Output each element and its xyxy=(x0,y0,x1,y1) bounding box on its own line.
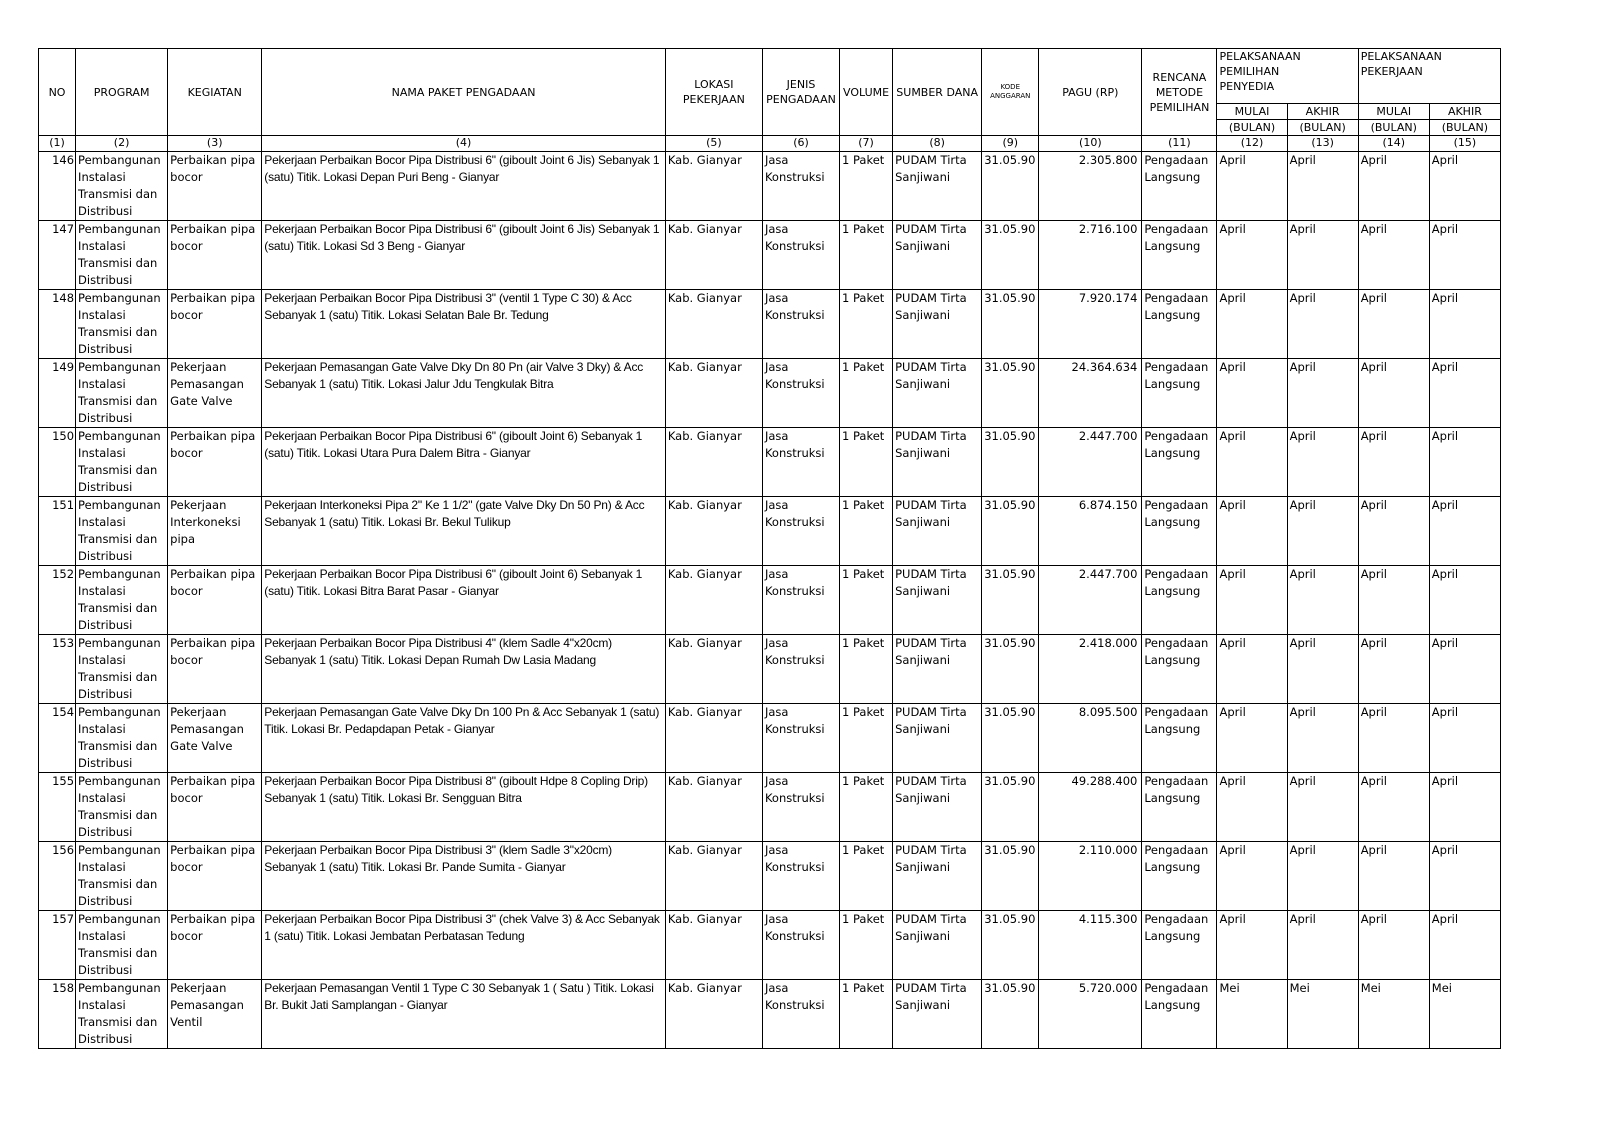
cell-pemilihan-akhir: April xyxy=(1287,290,1358,359)
cell-pekerjaan-mulai: April xyxy=(1358,911,1429,980)
cell-nama-paket: Pekerjaan Perbaikan Bocor Pipa Distribusi 6" (giboult Joint 6) Sebanyak 1 (satu) Titik. Lokasi Bitra Barat Pasar - Gianyar xyxy=(262,566,666,635)
cell-pagu: 2.716.100 xyxy=(1039,221,1142,290)
column-number: (8) xyxy=(893,136,982,152)
cell-jenis: Jasa Konstruksi xyxy=(762,980,839,1049)
cell-no: 154 xyxy=(39,704,76,773)
cell-program: Pembangunan Instalasi Transmisi dan Distribusi xyxy=(76,980,168,1049)
cell-pagu: 8.095.500 xyxy=(1039,704,1142,773)
column-number: (3) xyxy=(168,136,262,152)
cell-no: 157 xyxy=(39,911,76,980)
cell-sumber-dana: PUDAM Tirta Sanjiwani xyxy=(893,704,982,773)
cell-pemilihan-akhir: April xyxy=(1287,635,1358,704)
cell-lokasi: Kab. Gianyar xyxy=(665,773,762,842)
cell-volume: 1 Paket xyxy=(840,221,893,290)
cell-pekerjaan-mulai: April xyxy=(1358,497,1429,566)
cell-jenis: Jasa Konstruksi xyxy=(762,497,839,566)
cell-sumber-dana: PUDAM Tirta Sanjiwani xyxy=(893,980,982,1049)
cell-pemilihan-mulai: April xyxy=(1217,428,1287,497)
cell-program: Pembangunan Instalasi Transmisi dan Distribusi xyxy=(76,152,168,221)
cell-program: Pembangunan Instalasi Transmisi dan Distribusi xyxy=(76,842,168,911)
cell-pemilihan-mulai: April xyxy=(1217,635,1287,704)
cell-pekerjaan-mulai: April xyxy=(1358,566,1429,635)
cell-metode: Pengadaan Langsung xyxy=(1142,221,1217,290)
cell-kode-anggaran: 31.05.90 xyxy=(982,566,1039,635)
column-number: (12) xyxy=(1217,136,1287,152)
column-number: (2) xyxy=(76,136,168,152)
header-no: NO xyxy=(39,49,76,136)
header-pemilihan-line3: PENYEDIA xyxy=(1219,80,1275,93)
cell-nama-paket: Pekerjaan Perbaikan Bocor Pipa Distribusi 6" (giboult Joint 6 Jis) Sebanyak 1 (satu) Titik. Lokasi Sd 3 Beng - Gianyar xyxy=(262,221,666,290)
cell-nama-paket: Pekerjaan Perbaikan Bocor Pipa Distribusi 3" (klem Sadle 3"x20cm) Sebanyak 1 (satu) Titik. Lokasi Br. Pande Sumita - Gianyar xyxy=(262,842,666,911)
column-number: (10) xyxy=(1039,136,1142,152)
cell-sumber-dana: PUDAM Tirta Sanjiwani xyxy=(893,359,982,428)
cell-nama-paket: Pekerjaan Perbaikan Bocor Pipa Distribusi 4" (klem Sadle 4"x20cm) Sebanyak 1 (satu) Titik. Lokasi Depan Rumah Dw Lasia Madang xyxy=(262,635,666,704)
header-rencana-line3: PEMILIHAN xyxy=(1149,100,1210,114)
cell-pekerjaan-mulai: April xyxy=(1358,842,1429,911)
cell-pemilihan-mulai: April xyxy=(1217,704,1287,773)
cell-lokasi: Kab. Gianyar xyxy=(665,980,762,1049)
cell-kegiatan: Perbaikan pipa bocor xyxy=(168,428,262,497)
cell-pemilihan-mulai: April xyxy=(1217,152,1287,221)
cell-metode: Pengadaan Langsung xyxy=(1142,635,1217,704)
cell-sumber-dana: PUDAM Tirta Sanjiwani xyxy=(893,497,982,566)
table-row xyxy=(39,152,1501,221)
cell-kode-anggaran: 31.05.90 xyxy=(982,359,1039,428)
cell-pemilihan-mulai: April xyxy=(1217,497,1287,566)
header-jenis xyxy=(762,49,839,136)
cell-pekerjaan-akhir: April xyxy=(1429,635,1500,704)
cell-sumber-dana: PUDAM Tirta Sanjiwani xyxy=(893,842,982,911)
cell-lokasi: Kab. Gianyar xyxy=(665,566,762,635)
cell-lokasi: Kab. Gianyar xyxy=(665,290,762,359)
cell-program: Pembangunan Instalasi Transmisi dan Distribusi xyxy=(76,497,168,566)
cell-program: Pembangunan Instalasi Transmisi dan Distribusi xyxy=(76,911,168,980)
cell-pagu: 5.720.000 xyxy=(1039,980,1142,1049)
cell-kode-anggaran: 31.05.90 xyxy=(982,497,1039,566)
cell-pekerjaan-akhir: April xyxy=(1429,911,1500,980)
table-header xyxy=(39,49,1501,152)
cell-sumber-dana: PUDAM Tirta Sanjiwani xyxy=(893,290,982,359)
header-kode-line2: ANGGARAN xyxy=(990,92,1031,100)
header-rencana-line2: METODE xyxy=(1155,85,1204,99)
cell-kegiatan: Perbaikan pipa bocor xyxy=(168,566,262,635)
cell-volume: 1 Paket xyxy=(840,359,893,428)
cell-no: 153 xyxy=(39,635,76,704)
cell-pagu: 2.447.700 xyxy=(1039,428,1142,497)
cell-jenis: Jasa Konstruksi xyxy=(762,359,839,428)
cell-lokasi: Kab. Gianyar xyxy=(665,152,762,221)
cell-pemilihan-mulai: April xyxy=(1217,359,1287,428)
header-kode-line1: KODE xyxy=(1000,83,1020,91)
cell-nama-paket: Pekerjaan Perbaikan Bocor Pipa Distribusi 3" (chek Valve 3) & Acc Sebanyak 1 (satu) Titik. Lokasi Jembatan Perbatasan Tedung xyxy=(262,911,666,980)
column-number: (6) xyxy=(762,136,839,152)
cell-kegiatan: Pekerjaan Pemasangan Ventil xyxy=(168,980,262,1049)
cell-pekerjaan-akhir: April xyxy=(1429,428,1500,497)
header-pekerjaan-akhir: AKHIR xyxy=(1429,104,1500,120)
cell-lokasi: Kab. Gianyar xyxy=(665,359,762,428)
cell-jenis: Jasa Konstruksi xyxy=(762,152,839,221)
cell-pekerjaan-akhir: April xyxy=(1429,290,1500,359)
header-lokasi-line1: LOKASI xyxy=(694,78,734,91)
cell-pagu: 2.418.000 xyxy=(1039,635,1142,704)
header-nama-paket: NAMA PAKET PENGADAAN xyxy=(262,49,666,136)
cell-pemilihan-akhir: April xyxy=(1287,773,1358,842)
column-number: (13) xyxy=(1287,136,1358,152)
cell-pekerjaan-akhir: April xyxy=(1429,497,1500,566)
table-body xyxy=(39,152,1501,1049)
cell-pekerjaan-mulai: April xyxy=(1358,152,1429,221)
cell-kegiatan: Pekerjaan Interkoneksi pipa xyxy=(168,497,262,566)
cell-metode: Pengadaan Langsung xyxy=(1142,566,1217,635)
table-row xyxy=(39,704,1501,773)
cell-kode-anggaran: 31.05.90 xyxy=(982,290,1039,359)
cell-pekerjaan-akhir: April xyxy=(1429,566,1500,635)
cell-pemilihan-akhir: Mei xyxy=(1287,980,1358,1049)
header-program: PROGRAM xyxy=(76,49,168,136)
table-row xyxy=(39,497,1501,566)
cell-no: 152 xyxy=(39,566,76,635)
cell-nama-paket: Pekerjaan Interkoneksi Pipa 2" Ke 1 1/2" (gate Valve Dky Dn 50 Pn) & Acc Sebanyak 1 (satu) Titik. Lokasi Br. Bekul Tulikup xyxy=(262,497,666,566)
cell-no: 155 xyxy=(39,773,76,842)
cell-volume: 1 Paket xyxy=(840,980,893,1049)
header-bulan: (BULAN) xyxy=(1217,120,1287,136)
header-pekerjaan-mulai: MULAI xyxy=(1358,104,1429,120)
cell-no: 156 xyxy=(39,842,76,911)
cell-sumber-dana: PUDAM Tirta Sanjiwani xyxy=(893,911,982,980)
cell-pagu: 6.874.150 xyxy=(1039,497,1142,566)
header-sumber-dana: SUMBER DANA xyxy=(893,49,982,136)
cell-kode-anggaran: 31.05.90 xyxy=(982,842,1039,911)
cell-no: 147 xyxy=(39,221,76,290)
cell-pemilihan-akhir: April xyxy=(1287,359,1358,428)
cell-pagu: 4.115.300 xyxy=(1039,911,1142,980)
header-jenis-line1: JENIS xyxy=(786,78,816,91)
table-row xyxy=(39,773,1501,842)
cell-kode-anggaran: 31.05.90 xyxy=(982,221,1039,290)
cell-pekerjaan-mulai: April xyxy=(1358,635,1429,704)
cell-metode: Pengadaan Langsung xyxy=(1142,359,1217,428)
cell-volume: 1 Paket xyxy=(840,152,893,221)
cell-nama-paket: Pekerjaan Perbaikan Bocor Pipa Distribusi 3" (ventil 1 Type C 30) & Acc Sebanyak 1 (satu) Titik. Lokasi Selatan Bale Br. Tedung xyxy=(262,290,666,359)
cell-volume: 1 Paket xyxy=(840,428,893,497)
cell-jenis: Jasa Konstruksi xyxy=(762,566,839,635)
cell-pagu: 2.110.000 xyxy=(1039,842,1142,911)
cell-lokasi: Kab. Gianyar xyxy=(665,842,762,911)
cell-volume: 1 Paket xyxy=(840,566,893,635)
cell-program: Pembangunan Instalasi Transmisi dan Distribusi xyxy=(76,566,168,635)
cell-pekerjaan-akhir: April xyxy=(1429,359,1500,428)
header-bulan: (BULAN) xyxy=(1429,120,1500,136)
table-row xyxy=(39,635,1501,704)
cell-kode-anggaran: 31.05.90 xyxy=(982,773,1039,842)
cell-volume: 1 Paket xyxy=(840,290,893,359)
cell-nama-paket: Pekerjaan Perbaikan Bocor Pipa Distribusi 8" (giboult Hdpe 8 Copling Drip) Sebanyak 1 (satu) Titik. Lokasi Br. Sengguan Bitra xyxy=(262,773,666,842)
cell-pekerjaan-akhir: April xyxy=(1429,704,1500,773)
table-row xyxy=(39,842,1501,911)
cell-sumber-dana: PUDAM Tirta Sanjiwani xyxy=(893,152,982,221)
header-volume: VOLUME xyxy=(840,49,893,136)
header-pelaksanaan-pekerjaan xyxy=(1358,49,1500,104)
cell-pekerjaan-mulai: April xyxy=(1358,290,1429,359)
cell-kode-anggaran: 31.05.90 xyxy=(982,635,1039,704)
cell-sumber-dana: PUDAM Tirta Sanjiwani xyxy=(893,428,982,497)
header-pagu: PAGU (RP) xyxy=(1039,49,1142,136)
cell-pemilihan-mulai: April xyxy=(1217,221,1287,290)
cell-lokasi: Kab. Gianyar xyxy=(665,911,762,980)
cell-metode: Pengadaan Langsung xyxy=(1142,497,1217,566)
cell-lokasi: Kab. Gianyar xyxy=(665,497,762,566)
header-rencana-line1: RENCANA xyxy=(1152,70,1207,84)
cell-lokasi: Kab. Gianyar xyxy=(665,704,762,773)
cell-program: Pembangunan Instalasi Transmisi dan Distribusi xyxy=(76,221,168,290)
cell-pemilihan-mulai: Mei xyxy=(1217,980,1287,1049)
cell-no: 149 xyxy=(39,359,76,428)
cell-sumber-dana: PUDAM Tirta Sanjiwani xyxy=(893,221,982,290)
cell-program: Pembangunan Instalasi Transmisi dan Distribusi xyxy=(76,635,168,704)
cell-pagu: 2.305.800 xyxy=(1039,152,1142,221)
cell-pemilihan-akhir: April xyxy=(1287,221,1358,290)
cell-pemilihan-akhir: April xyxy=(1287,497,1358,566)
header-pekerjaan-line1: PELAKSANAAN xyxy=(1360,50,1442,63)
cell-pekerjaan-mulai: April xyxy=(1358,221,1429,290)
cell-lokasi: Kab. Gianyar xyxy=(665,221,762,290)
cell-pemilihan-akhir: April xyxy=(1287,152,1358,221)
header-jenis-line2: PENGADAAN xyxy=(766,93,836,106)
cell-jenis: Jasa Konstruksi xyxy=(762,773,839,842)
table-row xyxy=(39,980,1501,1049)
cell-pekerjaan-akhir: April xyxy=(1429,773,1500,842)
cell-metode: Pengadaan Langsung xyxy=(1142,980,1217,1049)
header-pelaksanaan-pemilihan xyxy=(1217,49,1358,104)
cell-kode-anggaran: 31.05.90 xyxy=(982,152,1039,221)
cell-kode-anggaran: 31.05.90 xyxy=(982,980,1039,1049)
cell-no: 151 xyxy=(39,497,76,566)
cell-pekerjaan-akhir: April xyxy=(1429,221,1500,290)
cell-sumber-dana: PUDAM Tirta Sanjiwani xyxy=(893,773,982,842)
cell-pekerjaan-mulai: April xyxy=(1358,704,1429,773)
column-number-row xyxy=(39,136,1501,152)
cell-no: 148 xyxy=(39,290,76,359)
cell-program: Pembangunan Instalasi Transmisi dan Distribusi xyxy=(76,359,168,428)
cell-pekerjaan-mulai: Mei xyxy=(1358,980,1429,1049)
cell-no: 150 xyxy=(39,428,76,497)
table-row xyxy=(39,428,1501,497)
cell-nama-paket: Pekerjaan Perbaikan Bocor Pipa Distribusi 6" (giboult Joint 6) Sebanyak 1 (satu) Titik. Lokasi Utara Pura Dalem Bitra - Gianyar xyxy=(262,428,666,497)
cell-pemilihan-mulai: April xyxy=(1217,911,1287,980)
cell-metode: Pengadaan Langsung xyxy=(1142,704,1217,773)
column-number: (15) xyxy=(1429,136,1500,152)
cell-pemilihan-akhir: April xyxy=(1287,704,1358,773)
cell-pekerjaan-akhir: April xyxy=(1429,152,1500,221)
cell-jenis: Jasa Konstruksi xyxy=(762,221,839,290)
cell-volume: 1 Paket xyxy=(840,842,893,911)
header-pemilihan-line2: PEMILIHAN xyxy=(1219,65,1280,78)
cell-jenis: Jasa Konstruksi xyxy=(762,290,839,359)
column-number: (11) xyxy=(1142,136,1217,152)
cell-pagu: 49.288.400 xyxy=(1039,773,1142,842)
header-kode-anggaran xyxy=(982,49,1039,136)
header-lokasi-line2: PEKERJAAN xyxy=(682,93,745,106)
cell-program: Pembangunan Instalasi Transmisi dan Distribusi xyxy=(76,773,168,842)
cell-nama-paket: Pekerjaan Pemasangan Ventil 1 Type C 30 Sebanyak 1 ( Satu ) Titik. Lokasi Br. Bukit Jati Samplangan - Gianyar xyxy=(262,980,666,1049)
cell-pemilihan-mulai: April xyxy=(1217,842,1287,911)
cell-nama-paket: Pekerjaan Pemasangan Gate Valve Dky Dn 100 Pn & Acc Sebanyak 1 (satu) Titik. Lokasi Br. Pedapdapan Petak - Gianyar xyxy=(262,704,666,773)
column-number: (5) xyxy=(665,136,762,152)
cell-sumber-dana: PUDAM Tirta Sanjiwani xyxy=(893,566,982,635)
cell-lokasi: Kab. Gianyar xyxy=(665,428,762,497)
column-number: (4) xyxy=(262,136,666,152)
cell-program: Pembangunan Instalasi Transmisi dan Distribusi xyxy=(76,290,168,359)
cell-metode: Pengadaan Langsung xyxy=(1142,152,1217,221)
cell-kegiatan: Perbaikan pipa bocor xyxy=(168,911,262,980)
cell-pagu: 7.920.174 xyxy=(1039,290,1142,359)
header-rencana-metode xyxy=(1142,49,1217,136)
cell-kegiatan: Pekerjaan Pemasangan Gate Valve xyxy=(168,359,262,428)
cell-no: 146 xyxy=(39,152,76,221)
cell-kegiatan: Perbaikan pipa bocor xyxy=(168,152,262,221)
cell-program: Pembangunan Instalasi Transmisi dan Distribusi xyxy=(76,704,168,773)
cell-kegiatan: Perbaikan pipa bocor xyxy=(168,773,262,842)
cell-jenis: Jasa Konstruksi xyxy=(762,911,839,980)
table-row xyxy=(39,290,1501,359)
cell-kegiatan: Perbaikan pipa bocor xyxy=(168,290,262,359)
cell-metode: Pengadaan Langsung xyxy=(1142,290,1217,359)
cell-kode-anggaran: 31.05.90 xyxy=(982,911,1039,980)
cell-pekerjaan-mulai: April xyxy=(1358,773,1429,842)
cell-volume: 1 Paket xyxy=(840,497,893,566)
cell-jenis: Jasa Konstruksi xyxy=(762,842,839,911)
cell-metode: Pengadaan Langsung xyxy=(1142,911,1217,980)
cell-nama-paket: Pekerjaan Perbaikan Bocor Pipa Distribusi 6" (giboult Joint 6 Jis) Sebanyak 1 (satu) Titik. Lokasi Depan Puri Beng - Gianyar xyxy=(262,152,666,221)
column-number: (7) xyxy=(840,136,893,152)
cell-kegiatan: Perbaikan pipa bocor xyxy=(168,635,262,704)
cell-program: Pembangunan Instalasi Transmisi dan Distribusi xyxy=(76,428,168,497)
cell-kode-anggaran: 31.05.90 xyxy=(982,428,1039,497)
header-bulan: (BULAN) xyxy=(1358,120,1429,136)
cell-pekerjaan-akhir: April xyxy=(1429,842,1500,911)
cell-jenis: Jasa Konstruksi xyxy=(762,428,839,497)
cell-sumber-dana: PUDAM Tirta Sanjiwani xyxy=(893,635,982,704)
cell-metode: Pengadaan Langsung xyxy=(1142,773,1217,842)
cell-pemilihan-akhir: April xyxy=(1287,842,1358,911)
header-lokasi xyxy=(665,49,762,136)
header-pemilihan-akhir: AKHIR xyxy=(1287,104,1358,120)
cell-kegiatan: Perbaikan pipa bocor xyxy=(168,842,262,911)
cell-volume: 1 Paket xyxy=(840,704,893,773)
column-number: (14) xyxy=(1358,136,1429,152)
procurement-plan-table xyxy=(38,48,1501,1049)
header-bulan: (BULAN) xyxy=(1287,120,1358,136)
table-row xyxy=(39,359,1501,428)
column-number: (1) xyxy=(39,136,76,152)
cell-pemilihan-akhir: April xyxy=(1287,911,1358,980)
header-pemilihan-mulai: MULAI xyxy=(1217,104,1287,120)
cell-kegiatan: Perbaikan pipa bocor xyxy=(168,221,262,290)
cell-pemilihan-mulai: April xyxy=(1217,773,1287,842)
cell-volume: 1 Paket xyxy=(840,911,893,980)
header-pemilihan-line1: PELAKSANAAN xyxy=(1219,50,1301,63)
cell-pagu: 24.364.634 xyxy=(1039,359,1142,428)
table-row xyxy=(39,221,1501,290)
cell-jenis: Jasa Konstruksi xyxy=(762,635,839,704)
cell-volume: 1 Paket xyxy=(840,773,893,842)
cell-pemilihan-akhir: April xyxy=(1287,428,1358,497)
cell-kode-anggaran: 31.05.90 xyxy=(982,704,1039,773)
column-number: (9) xyxy=(982,136,1039,152)
cell-no: 158 xyxy=(39,980,76,1049)
cell-jenis: Jasa Konstruksi xyxy=(762,704,839,773)
cell-metode: Pengadaan Langsung xyxy=(1142,428,1217,497)
cell-pagu: 2.447.700 xyxy=(1039,566,1142,635)
cell-pekerjaan-mulai: April xyxy=(1358,359,1429,428)
cell-volume: 1 Paket xyxy=(840,635,893,704)
cell-pekerjaan-akhir: Mei xyxy=(1429,980,1500,1049)
header-pekerjaan-line2: PEKERJAAN xyxy=(1360,65,1423,78)
table-row xyxy=(39,911,1501,980)
cell-lokasi: Kab. Gianyar xyxy=(665,635,762,704)
cell-kegiatan: Pekerjaan Pemasangan Gate Valve xyxy=(168,704,262,773)
cell-pekerjaan-mulai: April xyxy=(1358,428,1429,497)
cell-metode: Pengadaan Langsung xyxy=(1142,842,1217,911)
cell-nama-paket: Pekerjaan Pemasangan Gate Valve Dky Dn 80 Pn (air Valve 3 Dky) & Acc Sebanyak 1 (satu) Titik. Lokasi Jalur Jdu Tengkulak Bitra xyxy=(262,359,666,428)
table-row xyxy=(39,566,1501,635)
cell-pemilihan-mulai: April xyxy=(1217,566,1287,635)
cell-pemilihan-mulai: April xyxy=(1217,290,1287,359)
cell-pemilihan-akhir: April xyxy=(1287,566,1358,635)
header-kegiatan: KEGIATAN xyxy=(168,49,262,136)
